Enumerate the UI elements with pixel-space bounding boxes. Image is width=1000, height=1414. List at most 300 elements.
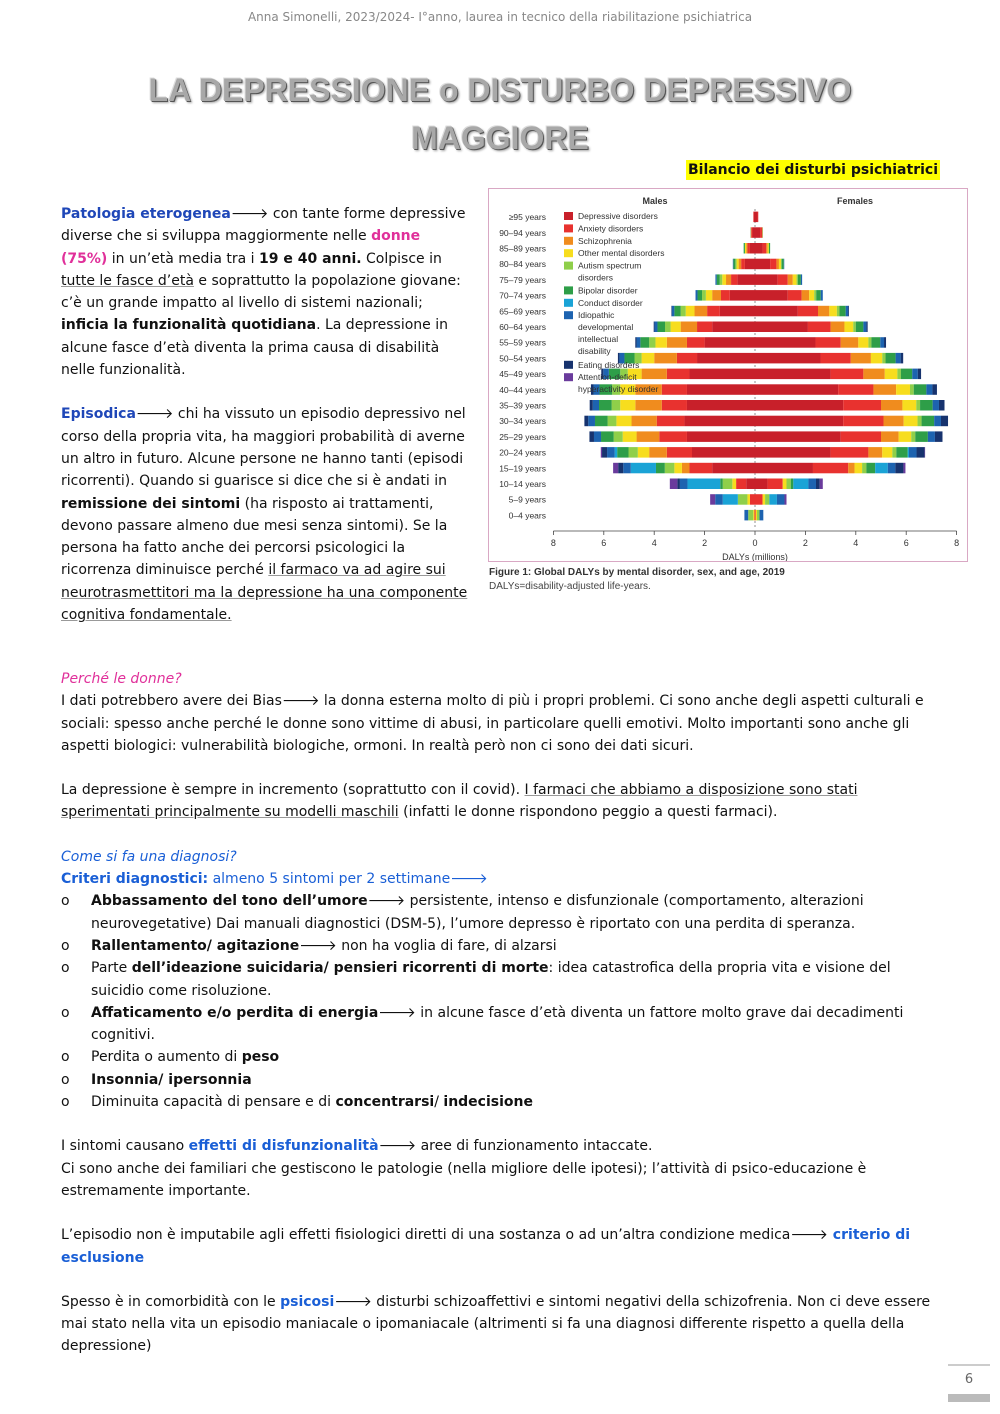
bar-female [901, 353, 904, 364]
bar-male [674, 306, 680, 317]
bar-female [788, 274, 793, 285]
bar-male [712, 322, 755, 333]
criteria-list [61, 890, 941, 1113]
bar-female [925, 447, 926, 458]
text-span: L’episodio non è imputabile agli effetti fisiologici diretti di una sostanza o ad un’altra condizione medica [61, 1227, 791, 1244]
text-span: chi ha vissuto un episodio depressivo nel corso della propria vita, ha maggiori probabilità di averne un altro in futuro. Alcune persone ne hanno tanti (episodi ricorrenti). Quando si guarisce si dice che si è andati in [61, 406, 466, 490]
figure-label: Figure 1: [489, 567, 532, 578]
criteria-label: Criteri diagnostici: [61, 871, 209, 888]
bar-male [677, 479, 680, 490]
legend-swatch [564, 224, 573, 232]
criteria-text: Abbassamento del tono dell’umore [91, 893, 368, 910]
text-span: (infatti le donne rispondono peggio a questi farmaci). [398, 804, 778, 821]
bar-female [875, 463, 888, 474]
bar-male [687, 384, 755, 395]
bar-male [712, 463, 755, 474]
bar-female [755, 227, 760, 238]
bar-female [881, 431, 899, 442]
bar-female [801, 274, 802, 285]
term-episodic: Episodica [61, 406, 136, 423]
bar-male [657, 416, 685, 427]
x-tick-label: 2 [702, 538, 708, 548]
bar-male [659, 431, 687, 442]
legend-label: hyperactivity disorder [578, 384, 659, 395]
bar-male [602, 447, 607, 458]
bar-male [667, 369, 690, 380]
bar-male [671, 306, 672, 317]
age-tick-label: 40–44 years [499, 384, 546, 395]
legend-swatch [564, 249, 573, 257]
age-tick-label: 45–49 years [499, 369, 546, 380]
bar-male [705, 337, 755, 348]
criteria-text: Diminuita capacità di pensare e di [91, 1094, 336, 1111]
bar-male [662, 400, 687, 411]
bar-female [768, 243, 769, 254]
bar-female [784, 259, 785, 270]
bar-male [589, 431, 594, 442]
figure-title: Global DALYs by mental disorder, sex, and age, 2019 [531, 567, 785, 578]
legend-swatch [564, 286, 573, 294]
criteria-text: Perdita o aumento di [91, 1049, 242, 1066]
arrow-icon: 🡒 [378, 1138, 417, 1155]
bar-male [649, 337, 655, 348]
bar-female [802, 290, 810, 301]
bar-female [846, 306, 849, 317]
bar-female [918, 369, 921, 380]
bar-male [677, 353, 697, 364]
bar-female [770, 259, 776, 270]
age-tick-label: 30–34 years [499, 416, 546, 427]
bar-male [632, 416, 657, 427]
bar-male [741, 259, 745, 270]
criteria-line [61, 868, 941, 890]
bar-male [738, 494, 748, 505]
x-tick-label: 4 [853, 538, 859, 548]
x-tick-label: 8 [954, 538, 960, 548]
x-tick-label: 0 [752, 538, 758, 548]
bias-paragraph [61, 690, 941, 757]
bar-male [720, 306, 755, 317]
bar-male [671, 322, 681, 333]
age-tick-label: ≥95 years [508, 212, 546, 223]
bar-female [814, 290, 816, 301]
x-tick-label: 2 [802, 538, 808, 548]
bar-male [681, 322, 697, 333]
legend-label: Conduct disorder [578, 297, 643, 308]
bar-male [732, 479, 736, 490]
bar-male [684, 416, 755, 427]
bar-male [747, 243, 750, 254]
bar-female [838, 384, 873, 395]
panel-label-females: Females [836, 196, 874, 206]
bar-male [623, 431, 637, 442]
bar-male [628, 447, 637, 458]
bar-male [665, 463, 675, 474]
bar-female [837, 306, 840, 317]
bar-female [880, 337, 884, 348]
bar-male [649, 447, 667, 458]
bar-male [667, 337, 687, 348]
bar-female [884, 337, 886, 348]
age-tick-label: 10–14 years [499, 479, 546, 489]
drugs-paragraph [61, 779, 941, 824]
legend-label: Schizophrenia [578, 235, 632, 246]
criteria-text: non ha voglia di fare, di alzarsi [336, 937, 557, 954]
x-tick-label: 8 [550, 538, 556, 548]
text-span: . La depressione in alcune fasce d’età diventa la prima causa di disabilità nelle funzionalità. [61, 317, 448, 379]
bar-male [618, 463, 623, 474]
criteria-text: Affaticamento e/o perdita di energia [91, 1004, 379, 1021]
criteria-text: indecisione [443, 1094, 533, 1111]
bar-female [885, 369, 898, 380]
legend-label: disability [578, 346, 611, 357]
remission: remissione dei sintomi [61, 495, 241, 512]
drugs-underlined: I farmaci che abbiamo a disposizione sono stati sperimentati principalmente su modelli maschili [61, 782, 858, 821]
arrow-icon: 🡒 [790, 1227, 828, 1244]
bar-female [755, 447, 831, 458]
legend-label: disorders [578, 272, 613, 283]
bar-male [670, 479, 678, 490]
legend-swatch [564, 373, 573, 381]
bar-female [917, 447, 925, 458]
bar-male [726, 274, 731, 285]
bar-female [939, 400, 945, 411]
text-span: con tante forme depressive diverse che si sviluppa maggiormente nelle [61, 206, 466, 245]
exclusion-paragraph [61, 1224, 941, 1269]
bar-male [595, 416, 608, 427]
bar-female [903, 463, 905, 474]
bar-male [754, 510, 755, 521]
bar-male [682, 463, 690, 474]
arrow-icon: 🡒 [299, 937, 337, 954]
bar-male [698, 290, 703, 301]
age-tick-label: 85–89 years [499, 243, 546, 254]
arrow-icon: 🡒 [450, 871, 488, 888]
bar-male [746, 479, 755, 490]
age-tick-label: 65–69 years [499, 306, 546, 317]
bar-female [899, 431, 912, 442]
bar-female [755, 353, 821, 364]
criteria-item [61, 1069, 941, 1091]
bar-male [745, 259, 755, 270]
bar-female [755, 259, 770, 270]
dysfunction-effects: effetti di disfunzionalità [188, 1138, 379, 1155]
bar-male [613, 463, 618, 474]
dysfunction-paragraph [61, 1135, 941, 1157]
bar-female [797, 274, 798, 285]
bar-female [896, 353, 901, 364]
criteria-text: in alcune fasce d’età diventa un fattore molto grave dai decadimenti cognitivi. [91, 1004, 904, 1044]
term-heterogeneous: Patologia eterogenea [61, 206, 231, 222]
bar-female [884, 416, 904, 427]
bar-female [766, 243, 767, 254]
bar-male [681, 306, 686, 317]
criteria-item [61, 890, 941, 935]
bar-female [755, 400, 843, 411]
bar-female [908, 447, 909, 458]
bar-female [768, 479, 783, 490]
bar-female [866, 322, 867, 333]
age-tick-label: 35–39 years [499, 400, 546, 411]
bar-female [763, 494, 766, 505]
bar-female [755, 290, 788, 301]
bar-female [755, 479, 768, 490]
bar-female [755, 494, 763, 505]
bar-female [892, 447, 896, 458]
legend-swatch [564, 262, 573, 270]
arrow-icon: 🡒 [367, 893, 406, 910]
bar-female [868, 337, 871, 348]
bar-male [687, 431, 755, 442]
bar-female [818, 306, 829, 317]
text-span: disturbi schizoaffettivi e sintomi negativi della schizofrenia. Non ci deve essere mai stato nella vita un episodio maniacale o ipomaniacale (altrimenti si fa una diagnosi differente rispetto a quella della depressione) [61, 1293, 931, 1355]
bar-male [715, 274, 716, 285]
bar-female [755, 306, 798, 317]
criteria-text: concentrarsi [335, 1094, 435, 1111]
bar-male [735, 259, 736, 270]
bar-female [755, 212, 758, 223]
bar-female [798, 274, 801, 285]
bar-female [755, 243, 763, 254]
bar-female [820, 479, 823, 490]
title-line-1: LA DEPRESSIONE o DISTURBO DEPRESSIVO [148, 72, 852, 108]
bar-male [601, 447, 602, 458]
bar-female [831, 447, 869, 458]
bar-male [667, 447, 692, 458]
bar-female [779, 259, 781, 270]
bar-female [901, 369, 912, 380]
bar-female [914, 384, 927, 395]
text-span: la donna esterna molto di più i propri problemi. Ci sono anche degli aspetti culturali e sociali: spesso anche perché le donne sono vittime di abusi, in particolare quelli emotivi. Molto importanti sono anche gli aspetti biologici: vulnerabilità biologiche, ormoni. In realtà però non ci sono dei dati sicuri. [61, 693, 924, 754]
bar-male [674, 463, 682, 474]
bar-male [687, 337, 705, 348]
age-tick-label: 80–84 years [499, 259, 546, 270]
text-span: Spesso è in comorbidità con le [61, 1293, 281, 1310]
bar-male [717, 274, 720, 285]
bar-male [642, 353, 655, 364]
why-women-heading: Perché le donne? [61, 671, 182, 687]
bar-male [731, 274, 737, 285]
bar-male [640, 337, 649, 348]
bar-male [751, 227, 752, 238]
bar-male [702, 290, 706, 301]
bar-female [839, 306, 845, 317]
legend-label: Depressive disorders [578, 211, 658, 221]
legend-label: intellectual [578, 334, 619, 345]
bar-female [821, 290, 823, 301]
heterogeneous-paragraph [61, 203, 471, 381]
bar-female [882, 353, 885, 364]
bar-male [753, 510, 754, 521]
exclusion-criterion: criterio di esclusione [61, 1227, 911, 1266]
bar-female [815, 337, 840, 348]
bar-male [654, 322, 655, 333]
bar-female [844, 322, 853, 333]
criteria-item [61, 1002, 941, 1047]
intro-column [61, 203, 471, 626]
bar-male [615, 447, 618, 458]
bar-female [831, 369, 864, 380]
x-tick-label: 6 [601, 538, 607, 548]
criteria-text: : idea catastrofica della propria vita e visione del suicidio come risoluzione. [91, 960, 891, 999]
bar-female [853, 322, 856, 333]
bar-male [737, 259, 739, 270]
text-span: in un’età media tra i [107, 250, 259, 267]
bar-female [933, 400, 939, 411]
legend-label: Autism spectrum [578, 260, 642, 271]
bar-male [638, 447, 649, 458]
bar-female [843, 400, 881, 411]
bar-male [614, 431, 623, 442]
bar-female [918, 416, 922, 427]
bar-female [782, 259, 784, 270]
bar-female [755, 463, 813, 474]
bar-female [784, 494, 786, 505]
bar-female [904, 416, 918, 427]
bar-male [672, 306, 675, 317]
bar-female [912, 369, 918, 380]
bar-male [687, 479, 720, 490]
title-line-2: MAGGIORE [411, 120, 589, 156]
legend-label: Attention-deficit [578, 372, 637, 383]
bar-male [599, 400, 612, 411]
page-header: Anna Simonelli, 2023/2024- I°anno, laurea in tecnico della riabilitazione psichiatrica [247, 10, 753, 24]
bar-female [755, 431, 841, 442]
legend-swatch [564, 237, 573, 245]
age-tick-label: 50–54 years [499, 353, 546, 364]
bar-female [863, 369, 884, 380]
age-tick-label: 0–4 years [508, 510, 546, 521]
psychosis: psicosi [280, 1293, 335, 1310]
bar-male [687, 400, 755, 411]
bar-male [692, 447, 755, 458]
age-tick-label: 25–29 years [499, 431, 546, 442]
bar-female [777, 494, 785, 505]
age-tick-label: 5–9 years [508, 494, 546, 505]
bar-male [720, 479, 723, 490]
bar-male [607, 447, 615, 458]
bar-female [911, 431, 915, 442]
bar-female [783, 479, 787, 490]
bar-female [808, 479, 816, 490]
x-axis-label: DALYs (millions) [722, 552, 788, 561]
bar-female [848, 463, 854, 474]
bar-male [620, 400, 635, 411]
figure-caption [489, 566, 785, 594]
bar-female [765, 494, 769, 505]
bar-female [888, 463, 896, 474]
legend-label: Anxiety disorders [578, 223, 644, 234]
drug-underlined: il farmaco va ad agire sui neurotrasmettitori ma la depressione ha una componente cognitiva fondamentale. [61, 562, 468, 624]
chart-highlight-caption: Bilancio dei disturbi psichiatrici [687, 162, 938, 178]
bar-male [721, 290, 730, 301]
bar-female [858, 337, 868, 348]
bar-female [896, 447, 907, 458]
bar-female [787, 479, 791, 490]
bar-female [848, 306, 849, 317]
bar-male [746, 243, 747, 254]
bar-male [617, 447, 628, 458]
arrow-icon: 🡒 [135, 406, 174, 423]
bar-female [813, 463, 848, 474]
bar-male [750, 243, 755, 254]
bar-male [584, 416, 588, 427]
bar-male [665, 322, 671, 333]
bar-female [871, 337, 880, 348]
bar-female [769, 494, 777, 505]
bar-female [868, 447, 882, 458]
main-body [61, 668, 941, 1358]
bar-male [631, 463, 656, 474]
bar-male [754, 212, 755, 223]
bar-female [816, 290, 821, 301]
criteria-text: dell’ideazione suicidaria/ pensieri ricorrenti di morte [131, 960, 549, 977]
bar-male [689, 463, 712, 474]
bar-female [851, 353, 871, 364]
bar-male [750, 494, 755, 505]
bar-female [816, 479, 820, 490]
bar-female [920, 400, 933, 411]
bar-male [722, 274, 726, 285]
bar-male [593, 400, 599, 411]
bar-male [706, 290, 712, 301]
legend-swatch [564, 361, 573, 369]
bar-female [755, 322, 808, 333]
panel-label-males: Males [642, 196, 668, 206]
bar-female [755, 369, 831, 380]
bar-female [873, 384, 896, 395]
bar-female [755, 384, 838, 395]
bar-female [760, 227, 762, 238]
bar-male [590, 400, 593, 411]
arrow-icon: 🡒 [378, 1004, 416, 1021]
bar-male [623, 463, 631, 474]
bar-female [910, 384, 914, 395]
page-number: 6 [964, 1372, 974, 1387]
pyramid-chart-svg [489, 189, 967, 561]
bar-female [755, 337, 815, 348]
bar-female [755, 274, 778, 285]
bar-female [756, 510, 757, 521]
bar-male [712, 290, 721, 301]
bar-male [733, 259, 734, 270]
bar-female [915, 431, 928, 442]
age-tick-label: 90–94 years [499, 227, 546, 238]
bar-female [788, 290, 802, 301]
criteria-item [61, 1046, 941, 1068]
bar-female [793, 479, 808, 490]
bar-female [763, 243, 767, 254]
bar-female [886, 353, 896, 364]
bar-male [635, 337, 636, 348]
age-tick-label: 55–59 years [499, 337, 546, 348]
x-tick-label: 4 [651, 538, 657, 548]
text-span: aree di funzionamento intaccate. [416, 1138, 653, 1155]
arrow-icon: 🡒 [281, 693, 320, 710]
bar-male [616, 416, 631, 427]
text-span: La depressione è sempre in incremento (soprattutto con il covid). [61, 782, 525, 799]
text-span: I dati potrebbero avere dei Bias [61, 693, 282, 710]
bar-female [776, 259, 779, 270]
bar-female [793, 274, 797, 285]
bar-male [715, 494, 723, 505]
bar-male [747, 494, 750, 505]
arrow-icon: 🡒 [230, 206, 269, 222]
bar-female [769, 243, 770, 254]
bar-female [831, 322, 845, 333]
bar-male [697, 322, 712, 333]
bar-female [829, 306, 837, 317]
